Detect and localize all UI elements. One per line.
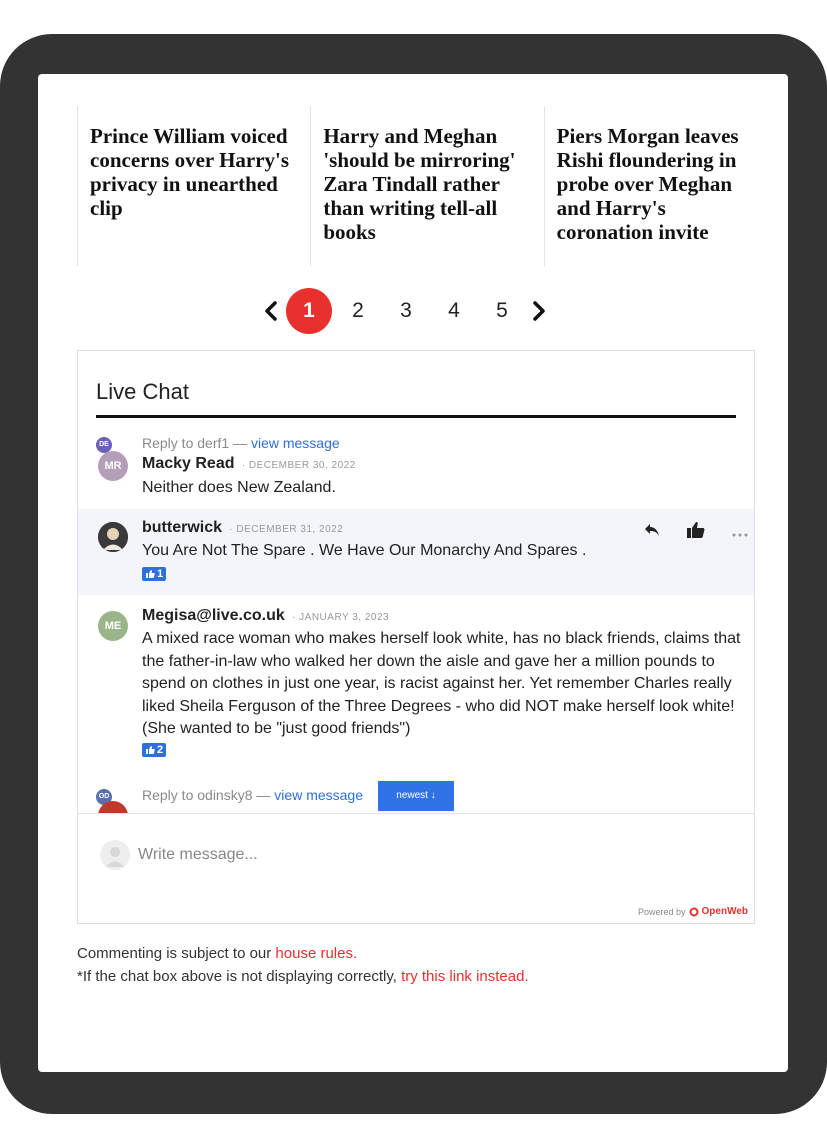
reply-icon[interactable] <box>644 523 660 542</box>
message-input[interactable] <box>138 840 698 870</box>
view-message-link[interactable]: view message <box>274 787 363 803</box>
thumbs-up-icon[interactable] <box>686 521 706 544</box>
house-rules-note: Commenting is subject to our house rules. <box>77 945 358 962</box>
user-avatar-icon <box>100 840 130 870</box>
tablet-frame <box>0 34 827 1114</box>
related-articles <box>77 106 777 266</box>
message-text: You Are Not The Spare . We Have Our Monarchy And Spares . <box>142 542 587 559</box>
more-options-icon[interactable] <box>732 524 748 542</box>
pagination <box>258 288 578 334</box>
message-author[interactable] <box>142 519 343 537</box>
screen <box>38 74 788 1072</box>
brand-logo-icon <box>689 907 699 917</box>
message-text: Neither does New Zealand. <box>142 479 336 496</box>
like-count-badge[interactable]: 2 <box>142 743 166 757</box>
avatar[interactable] <box>98 522 128 552</box>
author-name[interactable]: Macky Read <box>142 455 235 472</box>
list-item <box>78 427 755 507</box>
thumbs-up-icon <box>145 569 155 579</box>
page-5-button[interactable]: 5 <box>496 299 508 322</box>
article-card[interactable]: Piers Morgan leaves Rishi floundering in probe over Meghan and Harry's coronation invite <box>544 106 777 266</box>
page-3-button[interactable]: 3 <box>400 299 412 322</box>
compose-area <box>78 813 755 924</box>
message-date: · DECEMBER 31, 2022 <box>226 524 344 535</box>
list-item <box>78 597 755 777</box>
like-count-badge[interactable]: 1 <box>142 567 166 581</box>
chat-title: Live Chat <box>96 379 189 404</box>
thumbs-up-icon <box>145 745 155 755</box>
author-name[interactable]: Megisa@live.co.uk <box>142 607 285 624</box>
avatar[interactable]: MR <box>98 451 128 481</box>
message-list[interactable] <box>78 427 755 813</box>
list-item <box>78 509 755 595</box>
message-author[interactable] <box>142 455 356 473</box>
article-card[interactable]: Harry and Meghan 'should be mirroring' Zara Tindall rather than writing tell-all books <box>310 106 543 266</box>
chat-notes <box>77 942 529 988</box>
reply-context <box>142 787 363 803</box>
view-message-link[interactable]: view message <box>250 435 340 451</box>
page-2-button[interactable]: 2 <box>352 299 364 322</box>
page-1-button[interactable]: 1 <box>286 288 332 334</box>
live-chat-box <box>77 350 755 924</box>
fallback-note: *If the chat box above is not displaying correctly, try this link instead. <box>77 968 529 985</box>
powered-by-brand[interactable]: OpenWeb <box>701 906 748 917</box>
avatar[interactable]: ME <box>98 611 128 641</box>
message-date: · JANUARY 3, 2023 <box>288 612 390 623</box>
author-name[interactable]: butterwick <box>142 519 223 536</box>
try-link[interactable]: try this link instead. <box>401 968 529 985</box>
title-divider <box>96 415 736 418</box>
message-author[interactable] <box>142 607 389 625</box>
chevron-right-icon[interactable] <box>526 301 552 321</box>
newest-button[interactable]: newest ↓ <box>378 781 454 811</box>
reply-context <box>142 435 340 451</box>
message-text: A mixed race woman who makes herself look white, has no black friends, claims that the father-in-law who walked her down the aisle and gave her a million pounds to spend on clothes in just one year, is racist against her. Yet remember Charles really liked Sheila Ferguson of the Three Degrees - who did NOT make herself look white! (She wanted to be "just good friends") <box>142 630 741 737</box>
reply-avatar: OD <box>96 789 112 805</box>
page-4-button[interactable]: 4 <box>448 299 460 322</box>
powered-by-label: Powered by <box>637 906 686 917</box>
powered-by <box>638 906 748 917</box>
reply-prefix: Reply to derf1 — <box>142 435 248 451</box>
house-rules-link[interactable]: house rules. <box>275 945 358 962</box>
chevron-left-icon[interactable] <box>258 301 284 321</box>
reply-prefix: Reply to odinsky8 — <box>142 787 271 803</box>
reply-avatar: DE <box>96 437 112 453</box>
message-actions <box>644 521 748 544</box>
message-date: · DECEMBER 30, 2022 <box>238 460 356 471</box>
article-card[interactable]: Prince William voiced concerns over Harry's privacy in unearthed clip <box>77 106 310 266</box>
